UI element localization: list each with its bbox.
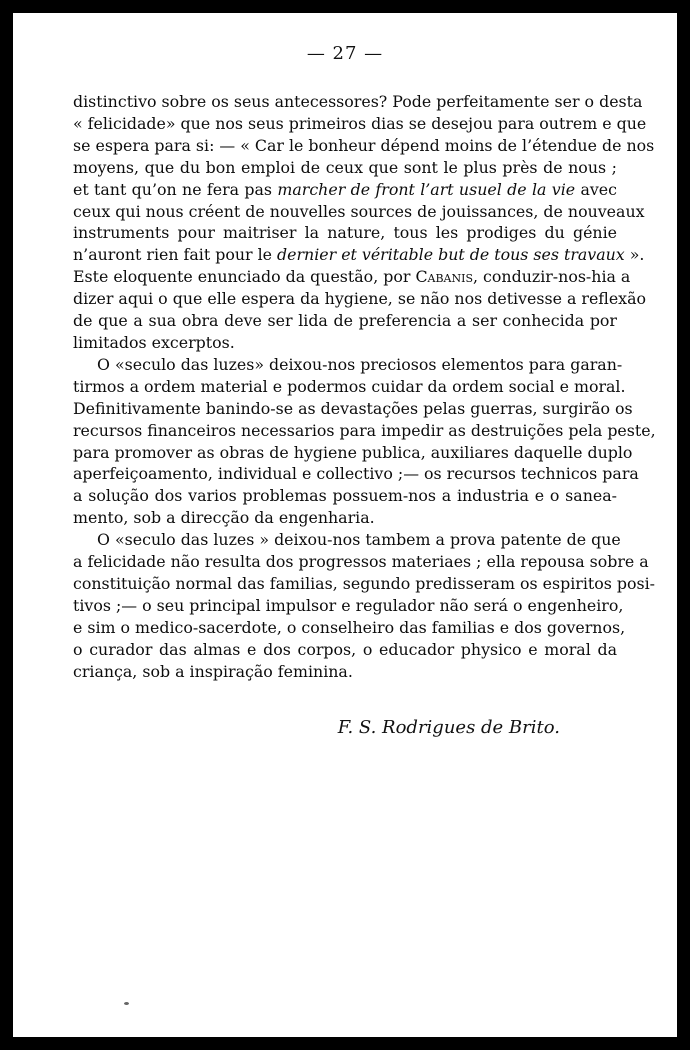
text-segment: Cabanis	[415, 267, 474, 287]
text-segment: e sim o medico-sacerdote, o conselheiro das familias e dos governos,	[73, 617, 626, 637]
text-segment: a felicidade não resulta dos progressos materiaes ; ella repousa sobre a	[73, 552, 649, 572]
text-segment: et tant qu’on ne fera pas	[73, 179, 278, 199]
text-segment: distinctivo sobre os seus antecessores? Pode perfeitamente ser o desta	[73, 92, 643, 111]
text-segment: limitados excerptos.	[73, 332, 235, 352]
text-segment: aperfeiçoamento, individual e collectivo ;— os recursos technicos para	[73, 464, 639, 484]
text-line	[73, 573, 655, 595]
text-line	[73, 463, 639, 485]
text-segment: Definitivamente banindo-se as devastações pelas guerras, surgirão os	[73, 398, 633, 418]
text-line	[73, 485, 617, 507]
text-line	[73, 529, 621, 551]
text-segment: mento, sob a direcção da engenharia.	[73, 508, 375, 528]
text-segment: ceux qui nous créent de nouvelles sources de jouissances, de nouveaux	[73, 201, 645, 221]
text-segment: instruments pour maitriser la nature, tous les prodiges du génie	[73, 223, 617, 243]
text-line	[73, 661, 617, 683]
text-line	[73, 244, 645, 266]
text-line	[73, 222, 617, 244]
text-segment: se espera para si: — « Car le bonheur dépend moins de l’étendue de nos	[73, 135, 655, 155]
author-signature: F. S. Rodrigues de Brito.	[337, 717, 560, 738]
text-segment: o curador das almas e dos corpos, o educador physico e moral da	[73, 639, 617, 659]
text-segment: dizer aqui o que elle espera da hygiene, se não nos detivesse a reflexão	[73, 289, 647, 309]
text-line	[73, 442, 633, 464]
text-segment: recursos financeiros necessarios para impedir as destruições pela peste,	[73, 420, 656, 440]
page-number-header: — 27 —	[306, 43, 384, 64]
text-line	[73, 639, 617, 661]
text-line	[73, 332, 617, 354]
text-segment: marcher de front l’art usuel de la vie	[277, 179, 576, 199]
text-segment: constituição normal das familias, segundo predisseram os espiritos posi-	[73, 573, 655, 593]
text-line	[73, 179, 617, 201]
text-segment: ».	[624, 245, 645, 265]
text-segment: para promover as obras de hygiene publica, auxiliares daquelle duplo	[73, 442, 633, 462]
text-segment: criança, sob a inspiração feminina.	[73, 661, 353, 681]
text-line	[73, 354, 623, 376]
text-line	[73, 201, 645, 223]
text-line	[73, 595, 624, 617]
text-segment: de que a sua obra deve ser lida de preferencia a ser conhecida por	[73, 311, 617, 331]
text-line	[73, 376, 626, 398]
article-body	[73, 91, 656, 682]
text-segment: moyens, que du bon emploi de ceux que sont le plus près de nous ;	[73, 157, 617, 177]
text-line	[73, 266, 631, 288]
text-segment: dernier et véritable but de tous ses travaux	[277, 245, 625, 265]
text-line	[73, 398, 633, 420]
text-line	[73, 288, 647, 310]
text-line	[73, 310, 617, 332]
text-segment: O «seculo das luzes » deixou-nos tambem a prova patente de que	[97, 530, 621, 550]
text-segment: avec	[575, 179, 617, 199]
text-line	[73, 91, 643, 113]
text-line	[73, 507, 617, 529]
text-segment: « felicidade» que nos seus primeiros dias se desejou para outrem e que	[73, 113, 647, 133]
print-speck	[124, 1002, 129, 1005]
text-segment: n’auront rien fait pour le	[73, 245, 278, 265]
text-segment: tirmos a ordem material e podermos cuidar da ordem social e moral.	[73, 376, 626, 396]
book-page	[13, 13, 677, 1037]
text-segment: O «seculo das luzes» deixou-nos preciosos elementos para garan-	[97, 354, 623, 374]
text-line	[73, 551, 649, 573]
text-segment: tivos ;— o seu principal impulsor e regulador não será o engenheiro,	[73, 595, 624, 615]
text-segment: , conduzir-nos-hia a	[473, 267, 631, 287]
text-line	[73, 135, 655, 157]
text-segment: Este eloquente enunciado da questão, por	[73, 267, 416, 287]
text-line	[73, 420, 656, 442]
text-line	[73, 157, 617, 179]
text-line	[73, 113, 647, 135]
text-line	[73, 617, 626, 639]
text-segment: a solução dos varios problemas possuem-nos a industria e o sanea-	[73, 486, 617, 506]
